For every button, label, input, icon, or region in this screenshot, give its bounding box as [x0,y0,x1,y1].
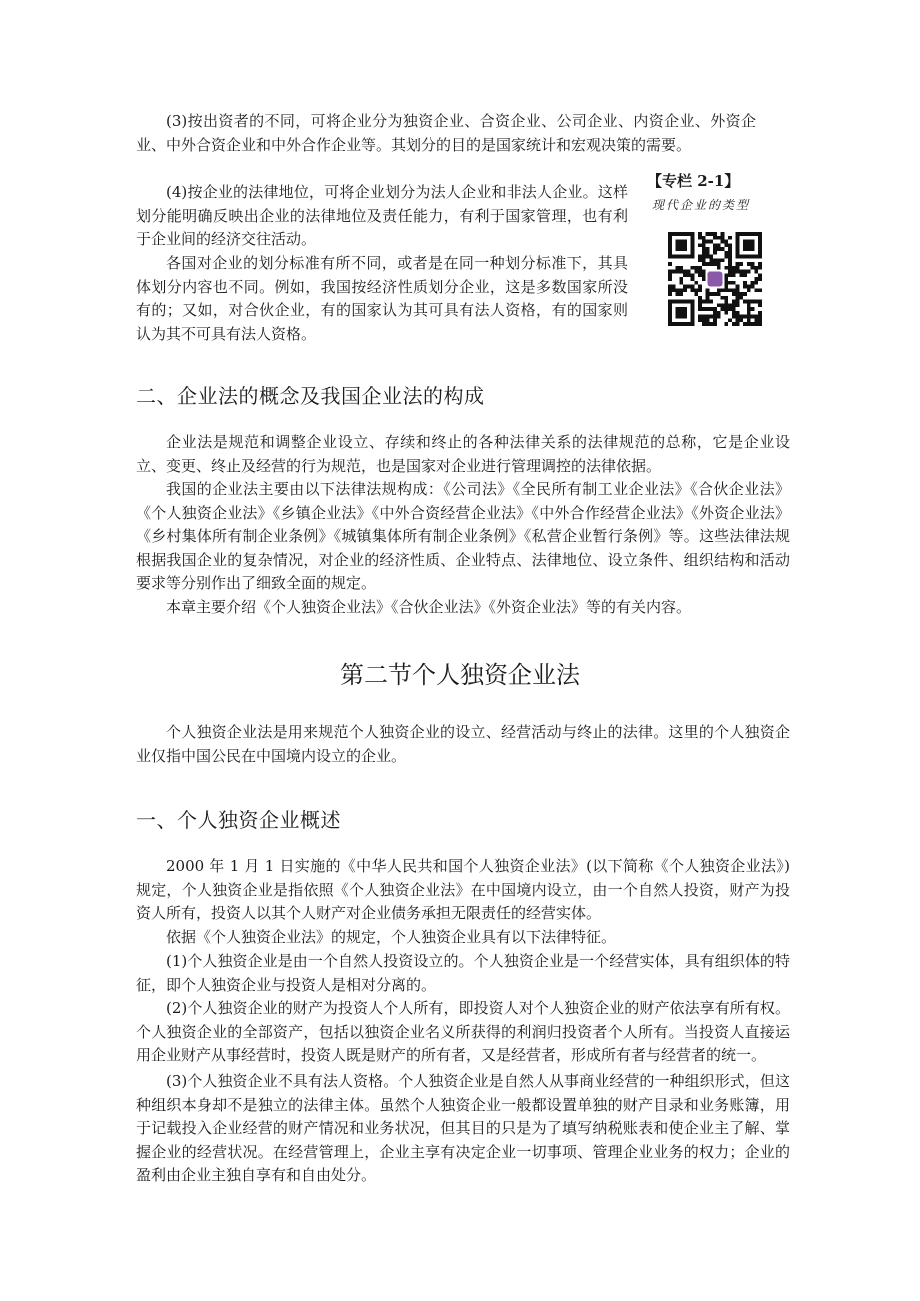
column-sidebar [640,170,790,215]
paragraph-legal-status-classification: (4)按企业的法律地位，可将企业划分为法人企业和非法人企业。这样划分能明确反映出企业的法律地位及责任能力，有利于国家管理，也有利于企业间的经济交往活动。 [136,183,628,249]
chapter-section-title: 第二节个人独资企业法 [340,661,580,689]
sidebar-subtitle: 现代企业的类型 [652,198,751,212]
paragraph-feature-3: (3)个人独资企业不具有法人资格。个人独资企业是自然人从事商业经营的一种组织形式，但这种组织本身却不是独立的法律主体。虽然个人独资企业一般都设置单独的财产目录和业务账簿，用于记载投入企业经营的财产情况和业务状况，但其目的只是为了填写纳税账表和使企业主了解、掌握企业的经营状况。在经营管理上，企业主享有决定企业一切事项、管理企业业务的权力；企业的盈利由企业主独自享有和自由处分。 [136,1072,790,1185]
paragraph-feature-2: (2)个人独资企业的财产为投资人个人所有，即投资人对个人独资企业的财产依法享有所有权。个人独资企业的全部资产，包括以独资企业名义所获得的利润归投资者个人所有。当投资人直接运用企业财产从事经营时，投资人既是财产的所有者，又是经营者，形成所有者与经营者的统一。 [136,999,790,1065]
section-heading-enterprise-law: 二、企业法的概念及我国企业法的构成 [136,384,485,408]
paragraph-enterprise-law-composition: 我国的企业法主要由以下法律法规构成：《公司法》《全民所有制工业企业法》《合伙企业法》《个人独资企业法》《乡镇企业法》《中外合资经营企业法》《中外合作经营企业法》《外资企业法》《乡村集体所有制企业条例》《城镇集体所有制企业条例》《私营企业暂行条例》等。这些法律法规根据我国企业的复杂情况，对企业的经济性质、企业特点、法律地位、设立条件、组织结构和活动要求等分别作出了细致全面的规定。 [136,480,790,593]
qr-code-icon[interactable] [668,232,762,326]
paragraph-chapter-scope: 本章主要介绍《个人独资企业法》《合伙企业法》《外资企业法》等的有关内容。 [166,598,692,616]
paragraph-enterprise-law-definition: 企业法是规范和调整企业设立、存续和终止的各种法律关系的法律规范的总称，它是企业设立、变更、终止及经营的行为规范，也是国家对企业进行管理调控的法律依据。 [136,433,790,475]
paragraph-sole-proprietorship-definition: 2000 年 1 月 1 日实施的《中华人民共和国个人独资企业法》(以下简称《个人独资企业法》)规定，个人独资企业是指依照《个人独资企业法》在中国境内设立，由一个自然人投资，财产为投资人所有，投资人以其个人财产对企业债务承担无限责任的经营实体。 [136,857,790,923]
subsection-heading-overview: 一、个人独资企业概述 [136,808,341,832]
paragraph-sole-proprietorship-intro: 个人独资企业法是用来规范个人独资企业的设立、经营活动与终止的法律。这里的个人独资企业仅指中国公民在中国境内设立的企业。 [136,723,790,765]
paragraph-legal-features-intro: 依据《个人独资企业法》的规定，个人独资企业具有以下法律特征。 [166,928,617,946]
sidebar-title: 【专栏 2-1】 [647,172,740,190]
paragraph-feature-1: (1)个人独资企业是由一个自然人投资设立的。个人独资企业是一个经营实体，具有组织体的特征，即个人独资企业与投资人是相对分离的。 [136,952,790,994]
paragraph-national-differences: 各国对企业的划分标准有所不同，或者是在同一种划分标准下，其具体划分内容也不同。例如，我国按经济性质划分企业，这是多数国家所没有的；又如，对合伙企业，有的国家认为其可具有法人资格，有的国家则认为其不可具有法人资格。 [136,254,628,343]
paragraph-investor-classification: (3)按出资者的不同，可将企业分为独资企业、合资企业、公司企业、内资企业、外资企业、中外合资企业和中外合作企业等。其划分的目的是国家统计和宏观决策的需要。 [136,112,756,154]
qr-center-logo-icon [707,271,722,286]
